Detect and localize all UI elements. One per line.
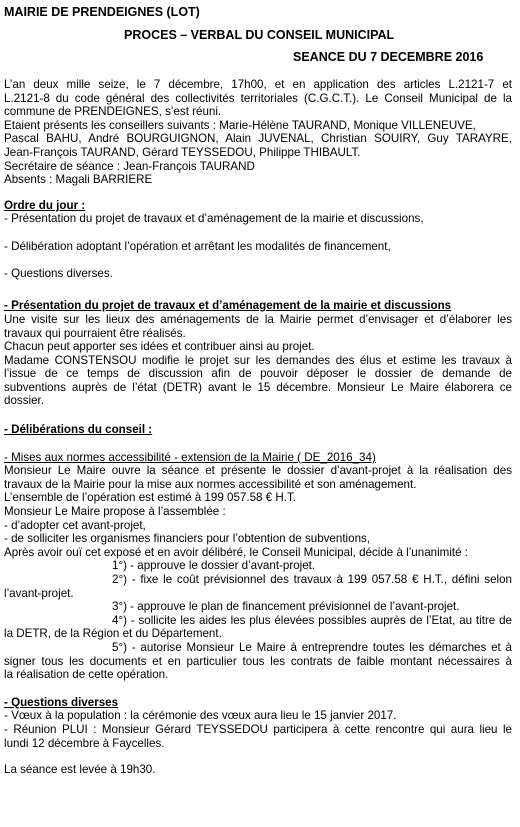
presentation-title: - Présentation du projet de travaux et d’aménagement de la mairie et discussions	[4, 299, 452, 313]
present-members: Etaient présents les conseillers suivants : Marie-Hélène TAURAND, Monique VILLENEUVE,	[4, 118, 476, 132]
decision-item: signer tous les documents et en particulier tous les contrats de faible montant nécessaires à	[4, 654, 512, 668]
decision-item: la DETR, de la Région et du Département.	[4, 627, 222, 641]
document-body	[4, 78, 512, 777]
intro-line: commune de PRENDEIGNES, s’est réuni.	[4, 105, 222, 119]
presentation-line: Madame CONSTENSOU modifie le projet sur les demandes des élus et estime les travaux à	[4, 353, 512, 367]
presentation-line: Une visite sur les lieux des aménagements de la Mairie permet d’envisager et d’élaborer les	[4, 312, 512, 326]
decision-item: la réalisation de cette opération.	[4, 668, 169, 682]
decision-item: 3°) - approuve le plan de financement prévisionnel de l’avant-projet.	[112, 600, 460, 614]
question-item: - Vœux à la population : la cérémonie des vœux aura lieu le 15 janvier 2017.	[4, 709, 397, 723]
deliberation-line: Monsieur Le Maire propose à l’assemblée :	[4, 505, 226, 519]
seance-date: SEANCE DU 7 DECEMBRE 2016	[293, 50, 484, 64]
presentation-line: l’issue de ce temps de discussion afin de pouvoir déposer le dossier de demande de	[4, 367, 512, 381]
decision-item: 4°) - sollicite les aides les plus élevées possibles auprès de l’Etat, au titre de	[112, 613, 512, 627]
intro-paragraph	[4, 78, 512, 187]
deliberation-line: - de solliciter les organismes financiers pour l’obtention de subventions,	[4, 532, 371, 546]
agenda-title: Ordre du jour :	[4, 198, 86, 212]
absents: Absents : Magali BARRIERE	[4, 173, 153, 187]
decision-item: 5°) - autorise Monsieur Le Maire à entreprendre toutes les démarches et à	[112, 640, 512, 654]
deliberation-line: - d’adopter cet avant-projet,	[4, 518, 146, 532]
intro-line: L’an deux mille seize, le 7 décembre, 17h00, et en application des articles L.2121-7 et	[4, 78, 512, 91]
decision-item: l’avant-projet.	[4, 586, 74, 600]
presentation-line: dossier.	[4, 394, 44, 408]
deliberations-title: - Délibérations du conseil :	[4, 423, 153, 437]
deliberation-line: L’ensemble de l’opération est estimé à 199 057.58 € H.T.	[4, 491, 296, 505]
present-members: Jean-François TAURAND, Gérard TEYSSEDOU, Philippe THIBAULT.	[4, 145, 361, 159]
agenda-item: - Délibération adoptant l’opération et arrêtant les modalités de financement,	[4, 239, 391, 253]
secretary: Secrétaire de séance : Jean-François TAURAND	[4, 159, 255, 173]
question-item: - Réunion PLUI : Monsieur Gérard TEYSSEDOU participera à cette rencontre qui aura lieu le	[4, 722, 512, 736]
document-title: PROCES – VERBAL DU CONSEIL MUNICIPAL	[124, 28, 395, 42]
closing-line: La séance est levée à 19h30.	[4, 763, 156, 777]
decision-item: 1°) - approuve le dossier d’avant-projet.	[112, 559, 316, 573]
deliberation-line: Après avoir ouï cet exposé et en avoir délibéré, le Conseil Municipal, décide à l’unanimité :	[4, 545, 469, 559]
intro-line: L.2121-8 du code général des collectivités territoriales (C.G.C.T.). Le Conseil Municipal de la	[4, 91, 512, 105]
presentation-line: Chacun peut apporter ses idées et contribuer ainsi au projet.	[4, 340, 315, 354]
presentation-line: travaux qui pourraient être réalisés.	[4, 326, 186, 340]
questions-title: - Questions diverses	[4, 695, 119, 709]
agenda-item: - Questions diverses.	[4, 266, 113, 280]
deliberation-line: Monsieur Le Maire ouvre la séance et présente le dossier d’avant-projet à la réalisation des	[4, 464, 512, 478]
presentation-line: subventions auprès de l’état (DETR) avant le 15 décembre. Monsieur Le Maire élaborera ce	[4, 380, 512, 394]
mairie-heading: MAIRIE DE PRENDEIGNES (LOT)	[4, 5, 200, 19]
present-members: Pascal BAHU, André BOURGUIGNON, Alain JUVENAL, Christian SOUIRY, Guy TARAYRE,	[4, 132, 512, 146]
decision-item: 2°) - fixe le coût prévisionnel des travaux à 199 057.58 € H.T., défini selon	[112, 573, 512, 586]
deliberation-line: travaux de la Mairie pour la mise aux normes accessibilité et son aménagement.	[4, 477, 417, 491]
deliberation-subject: - Mises aux normes accessibilité - extension de la Mairie ( DE_2016_34)	[4, 450, 376, 464]
agenda-item: - Présentation du projet de travaux et d’aménagement de la mairie et discussions,	[4, 212, 424, 226]
question-item: lundi 12 décembre à Faycelles.	[4, 736, 165, 750]
